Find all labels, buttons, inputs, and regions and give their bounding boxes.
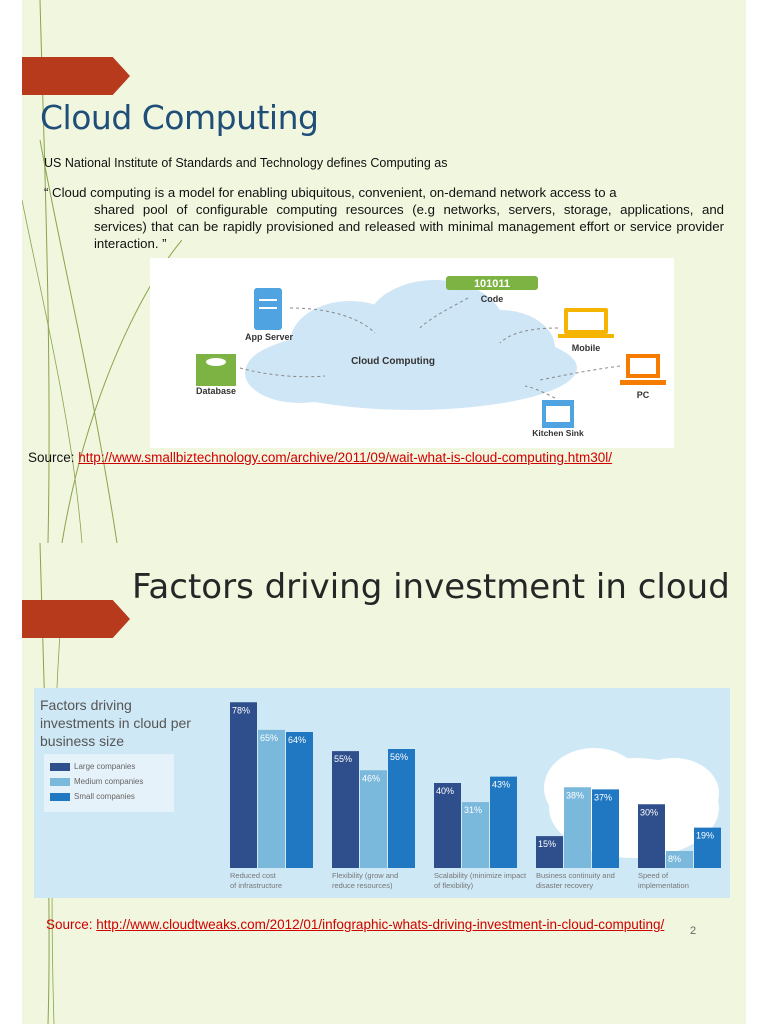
source-citation-1: [28, 450, 612, 465]
bar-1-small-companies: [286, 732, 313, 868]
source-link-2[interactable]: http://www.cloudtweaks.com/2012/01/infographic-whats-driving-investment-in-cloud-computing/: [96, 917, 665, 932]
slide-title: Cloud Computing: [40, 98, 319, 137]
investment-chart: [34, 688, 730, 898]
node-database-label: Database: [195, 386, 237, 396]
bar-value-label: 64%: [288, 735, 307, 745]
cloud-label: Cloud Computing: [351, 356, 435, 367]
bar-value-label: 31%: [464, 805, 483, 816]
chart-title: Factors driving investments in cloud per business size: [40, 697, 191, 749]
category-label: Business continuity and: [536, 871, 615, 880]
slide-2: [22, 543, 746, 1024]
title-arrow-marker: [22, 57, 130, 95]
bar-value-label: 46%: [362, 773, 381, 784]
category-label: of flexibility): [434, 881, 474, 890]
node-mobile-label: Mobile: [571, 343, 601, 353]
category-label: reduce resources): [332, 881, 393, 890]
node-app-server-label: App Server: [244, 332, 294, 342]
quote-line-1: “ Cloud computing is a model for enabling ubiquitous, convenient, on-demand network access to a: [44, 185, 617, 200]
bar-3-small-companies: [490, 777, 517, 868]
bar-value-label: 56%: [390, 752, 409, 762]
category-label: Flexibility (grow and: [332, 871, 399, 880]
bar-value-label: 38%: [566, 790, 585, 801]
title-arrow-marker-2: [22, 600, 130, 638]
category-label: implementation: [638, 881, 689, 890]
source-label-1: Source:: [28, 450, 75, 465]
legend-item-medium: Medium companies: [50, 777, 143, 786]
cloud-computing-diagram: [150, 258, 674, 448]
bar-value-label: 19%: [696, 830, 715, 841]
node-pc-label: PC: [636, 390, 650, 400]
definition-intro: US National Institute of Standards and Technology defines Computing as: [44, 156, 448, 170]
definition-quote: [44, 184, 724, 252]
category-label: disaster recovery: [536, 881, 594, 890]
page-number: 2: [690, 925, 697, 937]
bar-value-label: 8%: [668, 854, 682, 864]
slide-1: [22, 0, 746, 543]
node-kitchen-sink-label: Kitchen Sink: [532, 428, 584, 438]
bar-value-label: 78%: [232, 705, 251, 716]
category-label: Scalability (minimize impact: [434, 871, 527, 880]
bar-value-label: 15%: [538, 839, 557, 850]
bar-value-label: 43%: [492, 779, 511, 790]
source-label-2: Source:: [46, 917, 93, 932]
chart-bars: [34, 688, 730, 898]
bar-value-label: 37%: [594, 792, 613, 803]
source-citation-2: [46, 915, 686, 935]
cloud-shape: [245, 280, 577, 410]
bar-value-label: 40%: [436, 786, 455, 796]
bar-2-small-companies: [388, 749, 415, 868]
source-link-1[interactable]: http://www.smallbiztechnology.com/archive/2011/09/wait-what-is-cloud-computing.htm30l/: [78, 450, 613, 465]
category-label: of infrastructure: [230, 881, 283, 890]
legend-item-large: Large companies: [50, 762, 135, 771]
legend-item-small: Small companies: [50, 792, 135, 801]
bar-value-label: 55%: [334, 754, 353, 765]
category-label: Reduced cost: [230, 871, 276, 880]
slide-title-2: Factors driving investment in cloud: [132, 567, 730, 607]
node-code-label: Code: [480, 294, 504, 304]
bar-value-label: 30%: [640, 807, 659, 818]
category-label: Speed of: [638, 871, 669, 880]
bar-value-label: 65%: [260, 732, 279, 743]
bar-1-large-companies: [230, 702, 257, 868]
code-badge: 101011: [473, 278, 511, 290]
quote-continuation: shared pool of configurable computing resources (e.g networks, servers, storage, applications, and services) that can be rapidly provisioned and released with minimal management effort or service provider interaction. ”: [94, 202, 724, 251]
bar-1-medium-companies: [258, 730, 285, 868]
bar-2-large-companies: [332, 751, 359, 868]
bar-2-medium-companies: [360, 770, 387, 868]
